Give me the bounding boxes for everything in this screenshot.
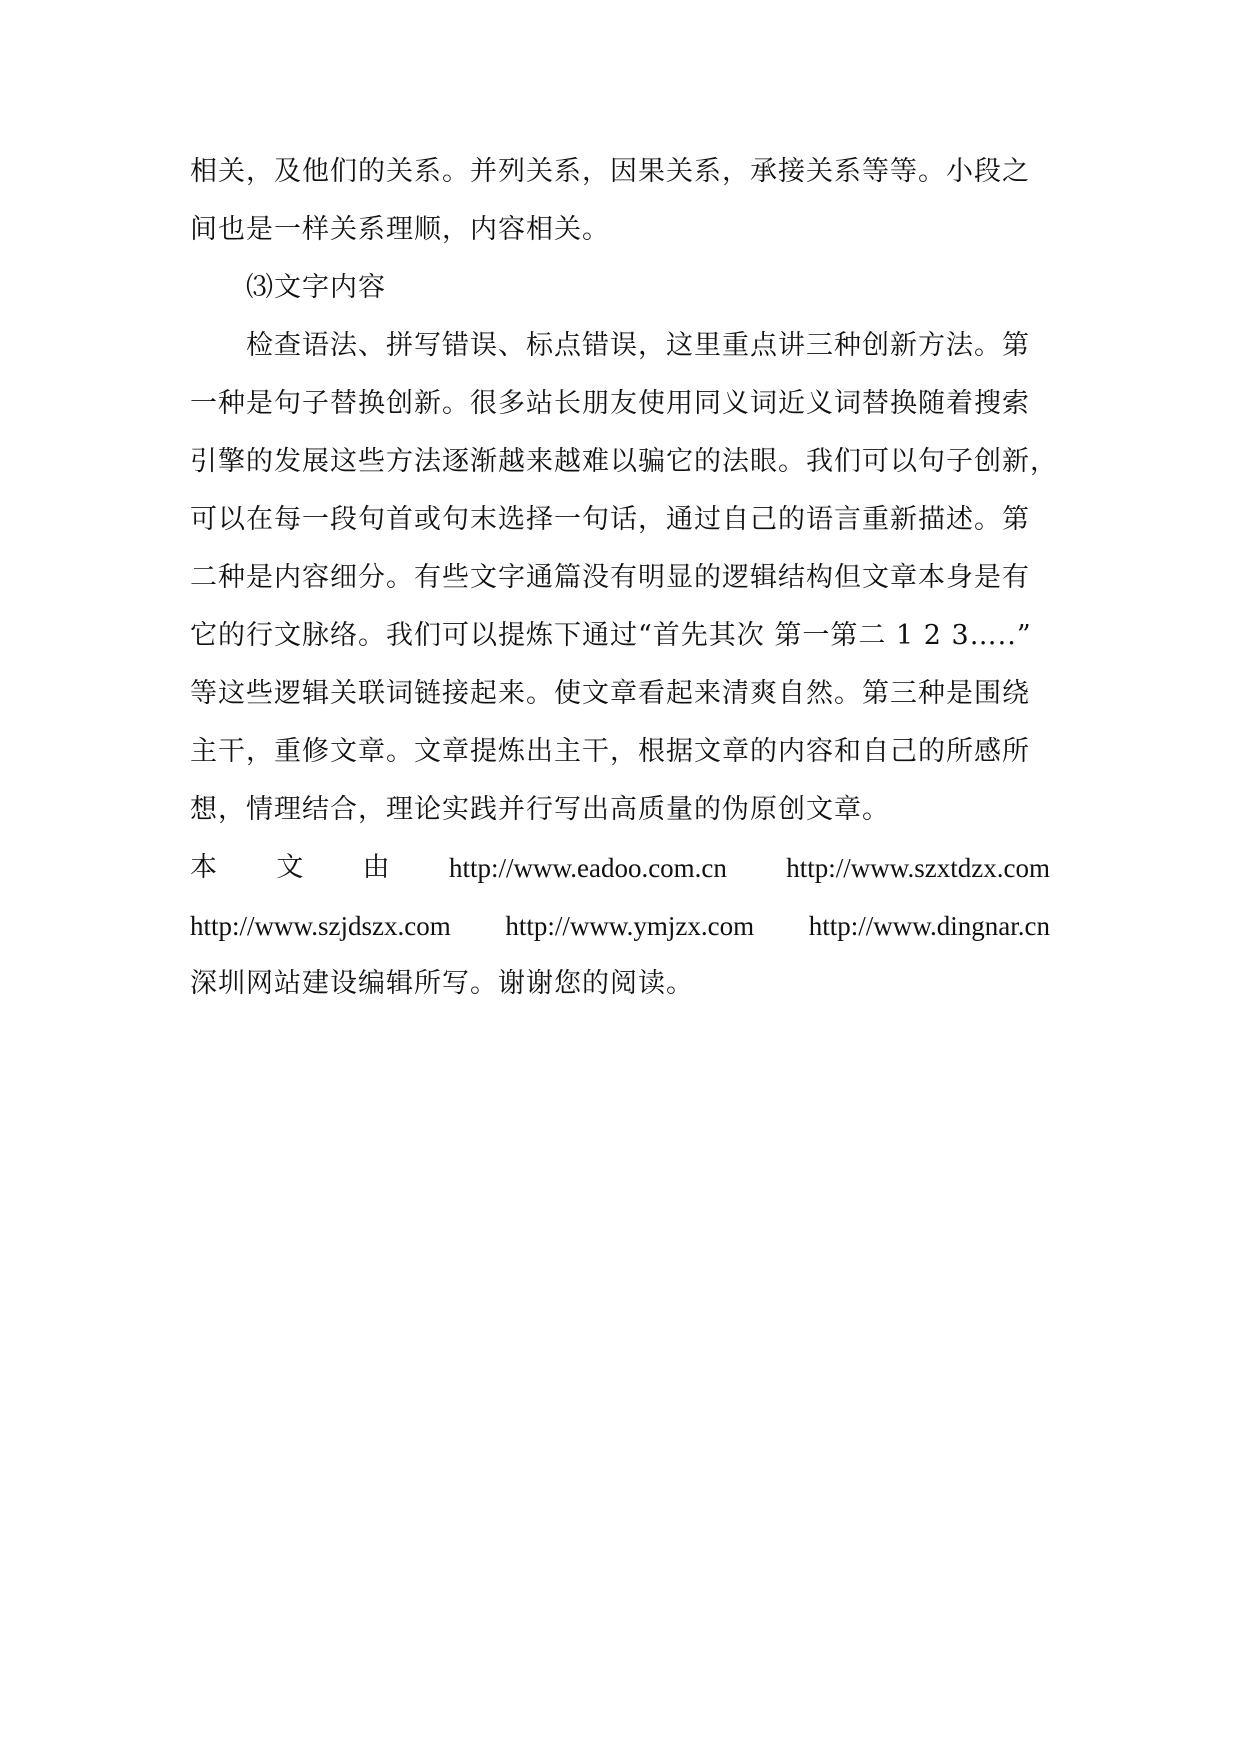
url-link[interactable]: http://www.eadoo.com.cn [448,853,727,883]
paragraph-line: 检查语法、拼写错误、标点错误，这里重点讲三种创新方法。第 [246,330,1030,361]
url-link[interactable]: http://www.szjdszx.com [190,911,451,941]
paragraph-line: 间也是一样关系理顺，内容相关。 [190,214,610,245]
paragraph-line: 它的行文脉络。我们可以提炼下通过“首先其次 第一第二 1 2 3…..” [190,620,1032,651]
paragraph-line: 等这些逻辑关联词链接起来。使文章看起来清爽自然。第三种是围绕 [190,678,1030,709]
paragraph-line: 主干，重修文章。文章提炼出主干，根据文章的内容和自己的所感所 [190,736,1030,767]
credit-word: 文 [276,852,304,883]
paragraph-line: 想，情理结合，理论实践并行写出高质量的伪原创文章。 [190,794,890,825]
paragraph-line: 可以在每一段句首或句末选择一句话，通过自己的语言重新描述。第 [190,504,1030,535]
url-link[interactable]: http://www.szxtdzx.com [786,853,1050,883]
paragraph-line: 引擎的发展这些方法逐渐越来越难以骗它的法眼。我们可以句子创新， [190,446,1058,477]
paragraph-line: 二种是内容细分。有些文字通篇没有明显的逻辑结构但文章本身是有 [190,562,1030,593]
credit-line [190,848,1050,888]
credit-word: 由 [362,852,390,883]
url-link[interactable]: http://www.dingnar.cn [808,911,1050,941]
paragraph-line: 一种是句子替换创新。很多站长朋友使用同义词近义词替换随着搜索 [190,388,1030,419]
credit-word: 本 [190,852,217,883]
url-link[interactable]: http://www.ymjzx.com [505,911,755,941]
section-heading: ⑶文字内容 [246,272,386,303]
credit-line [190,906,1050,946]
paragraph-line: 相关，及他们的关系。并列关系，因果关系，承接关系等等。小段之 [190,156,1030,187]
closing-line: 深圳网站建设编辑所写。谢谢您的阅读。 [190,968,694,999]
